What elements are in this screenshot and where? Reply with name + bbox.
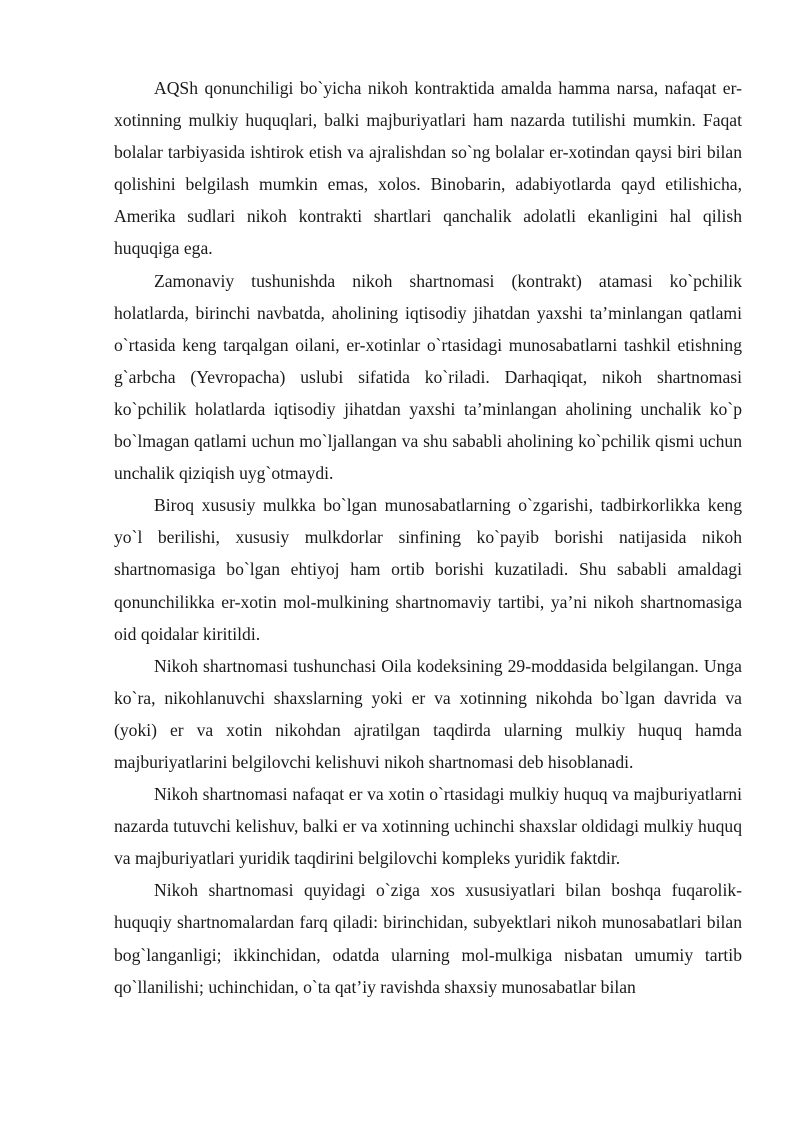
paragraph-4: Nikoh shartnomasi tushunchasi Oila kodeksining 29-moddasida belgilangan. Unga ko`ra, nikohlanuvchi shaxslarning yoki er va xotinning nikohda bo`lgan davrida va (yoki) er va xotin nikohdan ajratilgan taqdirda ularning mulkiy huquq hamda majburiyatlarini belgilovchi kelishuvi nikoh shartnomasi deb hisoblanadi.	[114, 655, 742, 772]
paragraph-3: Biroq xususiy mulkka bo`lgan munosabatlarning o`zgarishi, tadbirkorlikka keng yo`l berilishi, xususiy mulkdorlar sinfining ko`payib borishi natijasida nikoh shartnomasiga bo`lgan ehtiyoj ham ortib borishi kuzatiladi. Shu sababli amaldagi qonunchilikka er-xotin mol-mulkining shartnomaviy tartibi, ya’ni nikoh shartnomasiga oid qoidalar kiritildi.	[114, 495, 742, 644]
paragraph-1: AQSh qonunchiligi bo`yicha nikoh kontraktida amalda hamma narsa, nafaqat er-xotinning mulkiy huquqlari, balki majburiyatlari ham nazarda tutilishi mumkin. Faqat bolalar tarbiyasida ishtirok etish va ajralishdan so`ng bolalar er-xotindan qaysi biri bilan qolishini belgilash mumkin emas, xolos. Binobarin, adabiyotlarda qayd etilishicha, Amerika sudlari nikoh kontrakti shartlari qanchalik adolatli ekanligini hal qilish huquqiga ega.	[114, 78, 742, 259]
paragraph-2: Zamonaviy tushunishda nikoh shartnomasi (kontrakt) atamasi ko`pchilik holatlarda, birinchi navbatda, aholining iqtisodiy jihatdan yaxshi ta’minlangan qatlami o`rtasida keng tarqalgan oilani, er-xotinlar o`rtasidagi munosabatlarni tashkil etishning g`arbcha (Yevropacha) uslubi sifatida ko`riladi. Darhaqiqat, nikoh shartnomasi ko`pchilik holatlarda iqtisodiy jihatdan yaxshi ta’minlangan aholining unchalik ko`p bo`lmagan qatlami uchun mo`ljallangan va shu sababli aholining ko`pchilik qismi uchun unchalik qiziqish uyg`otmaydi.	[114, 270, 742, 484]
paragraph-6: Nikoh shartnomasi quyidagi o`ziga xos xususiyatlari bilan boshqa fuqarolik-huquqiy shartnomalardan farq qiladi: birinchidan, subyektlari nikoh munosabatlari bilan bog`langanligi; ikkinchidan, odatda ularning mol-mulkiga nisbatan umumiy tartib qo`llanilishi; uchinchidan, o`ta qat’iy ravishda shaxsiy munosabatlar bilan	[114, 880, 742, 997]
paragraph-5: Nikoh shartnomasi nafaqat er va xotin o`rtasidagi mulkiy huquq va majburiyatlarni nazarda tutuvchi kelishuv, balki er va xotinning uchinchi shaxslar oldidagi mulkiy huquq va majburiyatlari yuridik taqdirini belgilovchi kompleks yuridik faktdir.	[114, 784, 742, 869]
document-body	[114, 72, 742, 1003]
